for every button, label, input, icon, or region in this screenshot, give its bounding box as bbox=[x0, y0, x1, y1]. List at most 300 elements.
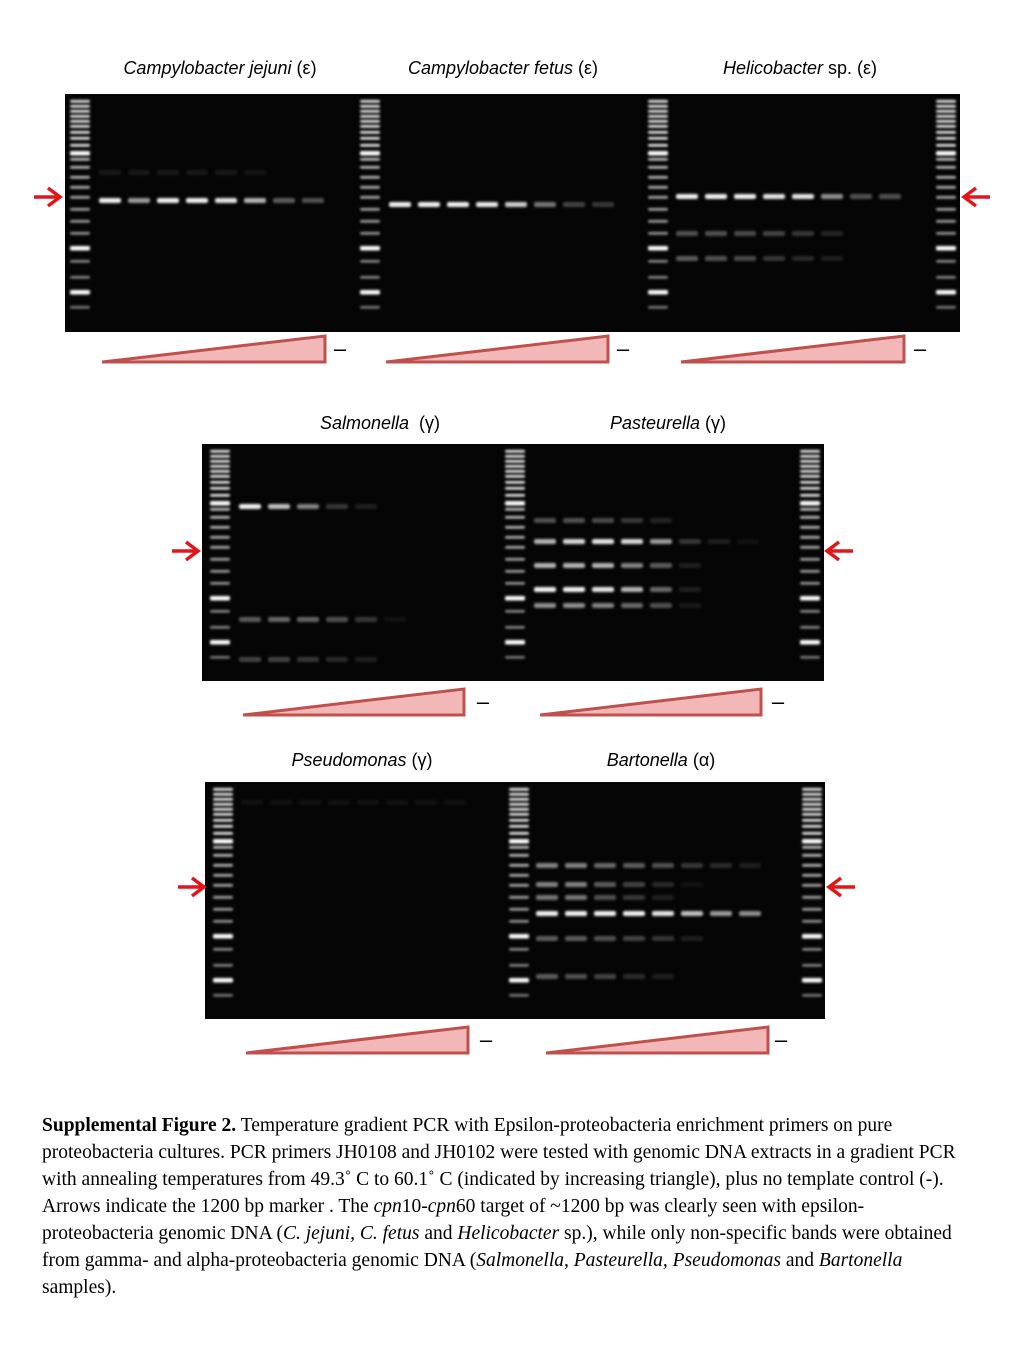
faint-band bbox=[565, 974, 587, 979]
ladder-band bbox=[505, 570, 525, 573]
ladder-band bbox=[505, 470, 525, 473]
ladder-band bbox=[936, 260, 956, 263]
sample-band bbox=[592, 202, 614, 207]
faint-band bbox=[594, 895, 616, 900]
faint-band bbox=[326, 617, 348, 622]
ladder-band bbox=[210, 570, 230, 573]
ladder-band bbox=[70, 120, 90, 123]
ladder-band bbox=[360, 176, 380, 179]
sample-band bbox=[389, 202, 411, 207]
ladder-band bbox=[210, 558, 230, 561]
ladder-band bbox=[360, 260, 380, 263]
no-template-control: – bbox=[616, 336, 630, 361]
ladder-band bbox=[70, 246, 90, 251]
faint-band bbox=[534, 603, 556, 608]
faint-band bbox=[734, 256, 756, 261]
ladder-band bbox=[802, 846, 822, 849]
ladder-band bbox=[648, 306, 668, 309]
faint-band bbox=[652, 936, 674, 941]
ladder-band bbox=[800, 455, 820, 458]
gel-top bbox=[65, 94, 960, 332]
faint-band bbox=[594, 863, 616, 868]
faint-band bbox=[239, 657, 261, 662]
faint-band bbox=[384, 617, 406, 622]
faint-band bbox=[536, 882, 558, 887]
ladder-band bbox=[360, 208, 380, 211]
ladder-band bbox=[648, 120, 668, 123]
ladder-band bbox=[210, 508, 230, 511]
faint-band bbox=[652, 974, 674, 979]
gel-middle bbox=[202, 444, 824, 681]
ladder-band bbox=[505, 536, 525, 539]
ladder-band bbox=[800, 460, 820, 463]
ladder-band bbox=[70, 137, 90, 140]
ladder-band bbox=[210, 626, 230, 629]
sample-band bbox=[302, 198, 324, 203]
ladder-band bbox=[509, 808, 529, 811]
ladder-band bbox=[648, 290, 668, 295]
ladder-band bbox=[648, 176, 668, 179]
ladder-band bbox=[648, 105, 668, 108]
ladder-band bbox=[802, 978, 822, 983]
gradient-triangle bbox=[546, 1027, 768, 1053]
ladder-band bbox=[213, 793, 233, 796]
ladder-band bbox=[802, 793, 822, 796]
ladder-band bbox=[213, 908, 233, 911]
ladder-band bbox=[648, 208, 668, 211]
ladder-band bbox=[936, 208, 956, 211]
sample-band bbox=[792, 194, 814, 199]
sample-band bbox=[534, 563, 556, 568]
ladder-band bbox=[509, 839, 529, 844]
ladder-band bbox=[648, 100, 668, 103]
faint-band bbox=[623, 863, 645, 868]
ladder-band bbox=[800, 526, 820, 529]
faint-band bbox=[710, 863, 732, 868]
ladder-band bbox=[210, 460, 230, 463]
no-template-control: – bbox=[774, 1027, 788, 1052]
ladder-band bbox=[70, 290, 90, 295]
no-template-control: – bbox=[479, 1027, 493, 1052]
faint-band bbox=[536, 974, 558, 979]
ladder-band bbox=[70, 158, 90, 161]
ladder-band bbox=[70, 166, 90, 169]
sample-band bbox=[536, 911, 558, 916]
gradient-triangle bbox=[681, 336, 904, 362]
ladder-band bbox=[360, 306, 380, 309]
ladder-band bbox=[509, 846, 529, 849]
sample-band bbox=[621, 563, 643, 568]
faint-band bbox=[565, 863, 587, 868]
sample-band bbox=[650, 587, 672, 592]
ladder-band bbox=[936, 105, 956, 108]
ladder-band bbox=[360, 144, 380, 147]
ladder-band bbox=[509, 896, 529, 899]
ladder-band bbox=[70, 131, 90, 134]
sample-band bbox=[239, 504, 261, 509]
faint-band bbox=[592, 518, 614, 523]
title-pasteurella: Pasteurella (γ) bbox=[609, 413, 727, 433]
ladder-band bbox=[802, 832, 822, 835]
faint-band bbox=[239, 617, 261, 622]
faint-band bbox=[415, 800, 437, 805]
faint-band bbox=[676, 231, 698, 236]
ladder-band bbox=[505, 501, 525, 506]
ladder-band bbox=[213, 803, 233, 806]
no-template-control: – bbox=[333, 336, 347, 361]
faint-band bbox=[739, 863, 761, 868]
ladder-band bbox=[70, 115, 90, 118]
ladder-band bbox=[505, 481, 525, 484]
sample-band bbox=[650, 563, 672, 568]
ladder-band bbox=[936, 125, 956, 128]
ladder-band bbox=[360, 196, 380, 199]
faint-band bbox=[679, 603, 701, 608]
sample-band bbox=[621, 539, 643, 544]
ladder-band bbox=[70, 232, 90, 235]
ladder-band bbox=[802, 948, 822, 951]
sample-band bbox=[128, 198, 150, 203]
ladder-band bbox=[936, 232, 956, 235]
ladder-band bbox=[800, 626, 820, 629]
faint-band bbox=[326, 657, 348, 662]
faint-band bbox=[536, 895, 558, 900]
faint-band bbox=[821, 256, 843, 261]
faint-band bbox=[563, 518, 585, 523]
sample-band bbox=[650, 539, 672, 544]
ladder-band bbox=[213, 964, 233, 967]
sample-band bbox=[215, 198, 237, 203]
ladder-band bbox=[213, 808, 233, 811]
ladder-band bbox=[509, 854, 529, 857]
ladder-band bbox=[802, 813, 822, 816]
faint-band bbox=[594, 936, 616, 941]
ladder-band bbox=[800, 516, 820, 519]
ladder-band bbox=[648, 158, 668, 161]
ladder-band bbox=[210, 516, 230, 519]
ladder-band bbox=[70, 208, 90, 211]
ladder-band bbox=[802, 908, 822, 911]
ladder-band bbox=[648, 166, 668, 169]
sample-band bbox=[563, 563, 585, 568]
ladder-band bbox=[509, 884, 529, 887]
faint-band bbox=[563, 603, 585, 608]
ladder-band bbox=[648, 125, 668, 128]
ladder-band bbox=[70, 151, 90, 156]
sample-band bbox=[739, 911, 761, 916]
ladder-band bbox=[936, 290, 956, 295]
faint-band bbox=[297, 657, 319, 662]
ladder-band bbox=[936, 137, 956, 140]
faint-band bbox=[297, 617, 319, 622]
ladder-band bbox=[802, 808, 822, 811]
ladder-band bbox=[800, 501, 820, 506]
ladder-band bbox=[70, 276, 90, 279]
ladder-band bbox=[802, 920, 822, 923]
gel-bottom bbox=[205, 782, 825, 1019]
faint-band bbox=[821, 231, 843, 236]
ladder-band bbox=[70, 144, 90, 147]
sample-band bbox=[565, 911, 587, 916]
figure-caption: Supplemental Figure 2. Temperature gradient PCR with Epsilon-proteobacteria enrichment primers on pure proteobacteria cultures. PCR primers JH0108 and JH0102 were tested with genomic DNA extracts in a gradient PCR with annealing temperatures from 49.3˚ C to 60.1˚ C (indicated by increasing triangle), plus no template control (-). Arrows indicate the 1200 bp marker . The cpn10-cpn60 target of ~1200 bp was clearly seen with epsilon-proteobacteria genomic DNA (C. jejuni, C. fetus and Helicobacter sp.), while only non-specific bands were obtained from gamma- and alpha-proteobacteria genomic DNA (Salmonella, Pasteurella, Pseudomonas and Bartonella samples). bbox=[42, 1115, 956, 1298]
ladder-band bbox=[509, 819, 529, 822]
ladder-band bbox=[509, 934, 529, 939]
faint-band bbox=[705, 231, 727, 236]
ladder-band bbox=[213, 934, 233, 939]
ladder-band bbox=[802, 864, 822, 867]
sample-band bbox=[99, 198, 121, 203]
ladder-band bbox=[509, 948, 529, 951]
faint-band bbox=[621, 603, 643, 608]
ladder-band bbox=[509, 964, 529, 967]
ladder-band bbox=[509, 793, 529, 796]
ladder-band bbox=[936, 100, 956, 103]
sample-band bbox=[708, 539, 730, 544]
ladder-band bbox=[800, 450, 820, 453]
ladder-band bbox=[800, 475, 820, 478]
faint-band bbox=[623, 882, 645, 887]
faint-band bbox=[734, 231, 756, 236]
ladder-band bbox=[505, 455, 525, 458]
faint-band bbox=[594, 974, 616, 979]
ladder-band bbox=[360, 166, 380, 169]
ladder-band bbox=[802, 854, 822, 857]
ladder-band bbox=[505, 460, 525, 463]
ladder-band bbox=[936, 176, 956, 179]
ladder-band bbox=[505, 582, 525, 585]
ladder-band bbox=[802, 934, 822, 939]
faint-band bbox=[792, 231, 814, 236]
gradient-triangle bbox=[102, 336, 325, 362]
ladder-band bbox=[802, 788, 822, 791]
title-c-jejuni: Campylobacter jejuni (ε) bbox=[123, 58, 317, 78]
sample-band bbox=[268, 504, 290, 509]
ladder-band bbox=[509, 788, 529, 791]
ladder-band bbox=[213, 854, 233, 857]
sample-band bbox=[621, 587, 643, 592]
sample-band bbox=[594, 911, 616, 916]
ladder-band bbox=[505, 640, 525, 645]
ladder-band bbox=[509, 864, 529, 867]
ladder-band bbox=[936, 196, 956, 199]
ladder-band bbox=[210, 536, 230, 539]
ladder-band bbox=[360, 115, 380, 118]
ladder-band bbox=[70, 100, 90, 103]
sample-band bbox=[679, 539, 701, 544]
sample-band bbox=[244, 198, 266, 203]
ladder-band bbox=[800, 610, 820, 613]
faint-band bbox=[652, 863, 674, 868]
faint-band bbox=[186, 170, 208, 175]
faint-band bbox=[652, 895, 674, 900]
ladder-band bbox=[505, 626, 525, 629]
faint-band bbox=[299, 800, 321, 805]
faint-band bbox=[355, 617, 377, 622]
ladder-band bbox=[70, 220, 90, 223]
gradient-triangle bbox=[386, 336, 608, 362]
ladder-band bbox=[210, 596, 230, 601]
faint-band bbox=[681, 936, 703, 941]
ladder-band bbox=[800, 508, 820, 511]
faint-band bbox=[565, 936, 587, 941]
ladder-band bbox=[648, 131, 668, 134]
ladder-band bbox=[70, 110, 90, 113]
ladder-band bbox=[505, 450, 525, 453]
ladder-band bbox=[648, 144, 668, 147]
caption-label: Supplemental Figure 2. bbox=[42, 1115, 237, 1136]
ladder-band bbox=[70, 196, 90, 199]
faint-band bbox=[792, 256, 814, 261]
faint-band bbox=[536, 863, 558, 868]
ladder-band bbox=[210, 481, 230, 484]
sample-band bbox=[737, 539, 759, 544]
faint-band bbox=[705, 256, 727, 261]
sample-band bbox=[623, 911, 645, 916]
faint-band bbox=[623, 936, 645, 941]
faint-band bbox=[357, 800, 379, 805]
ladder-band bbox=[936, 131, 956, 134]
ladder-band bbox=[802, 964, 822, 967]
ladder-band bbox=[800, 640, 820, 645]
faint-band bbox=[536, 936, 558, 941]
ladder-band bbox=[505, 516, 525, 519]
gradient-triangle bbox=[540, 689, 761, 715]
ladder-band bbox=[210, 656, 230, 659]
ladder-band bbox=[802, 839, 822, 844]
sample-band bbox=[563, 539, 585, 544]
ladder-band bbox=[802, 884, 822, 887]
ladder-band bbox=[800, 582, 820, 585]
ladder-band bbox=[360, 110, 380, 113]
ladder-band bbox=[213, 948, 233, 951]
sample-band bbox=[763, 194, 785, 199]
ladder-band bbox=[360, 120, 380, 123]
ladder-band bbox=[70, 176, 90, 179]
sample-band bbox=[676, 194, 698, 199]
ladder-band bbox=[648, 151, 668, 156]
ladder-band bbox=[213, 864, 233, 867]
ladder-band bbox=[210, 610, 230, 613]
ladder-band bbox=[802, 819, 822, 822]
sample-band bbox=[681, 911, 703, 916]
ladder-band bbox=[505, 558, 525, 561]
ladder-band bbox=[505, 610, 525, 613]
faint-band bbox=[650, 518, 672, 523]
ladder-band bbox=[800, 481, 820, 484]
faint-band bbox=[355, 657, 377, 662]
ladder-band bbox=[509, 994, 529, 997]
ladder-band bbox=[210, 465, 230, 468]
faint-band bbox=[244, 170, 266, 175]
sample-band bbox=[534, 202, 556, 207]
sample-band bbox=[592, 563, 614, 568]
ladder-band bbox=[800, 465, 820, 468]
ladder-band bbox=[213, 788, 233, 791]
faint-band bbox=[565, 882, 587, 887]
ladder-band bbox=[936, 246, 956, 251]
sample-band bbox=[850, 194, 872, 199]
faint-band bbox=[650, 603, 672, 608]
ladder-band bbox=[936, 115, 956, 118]
ladder-band bbox=[360, 105, 380, 108]
ladder-band bbox=[70, 260, 90, 263]
title-helicobacter: Helicobacter sp. (ε) bbox=[722, 58, 878, 78]
ladder-band bbox=[210, 526, 230, 529]
ladder-band bbox=[505, 596, 525, 601]
faint-band bbox=[676, 256, 698, 261]
ladder-band bbox=[505, 546, 525, 549]
ladder-band bbox=[802, 798, 822, 801]
ladder-band bbox=[213, 978, 233, 983]
ladder-band bbox=[505, 465, 525, 468]
sample-band bbox=[652, 911, 674, 916]
faint-band bbox=[763, 256, 785, 261]
ladder-band bbox=[936, 220, 956, 223]
ladder-band bbox=[648, 260, 668, 263]
ladder-band bbox=[800, 487, 820, 490]
ladder-band bbox=[800, 656, 820, 659]
sample-band bbox=[186, 198, 208, 203]
faint-band bbox=[444, 800, 466, 805]
no-template-control: – bbox=[771, 689, 785, 714]
ladder-band bbox=[505, 508, 525, 511]
sample-band bbox=[326, 504, 348, 509]
ladder-band bbox=[360, 137, 380, 140]
ladder-band bbox=[800, 546, 820, 549]
sample-band bbox=[705, 194, 727, 199]
faint-band bbox=[594, 882, 616, 887]
ladder-band bbox=[210, 487, 230, 490]
ladder-band bbox=[213, 839, 233, 844]
ladder-band bbox=[936, 120, 956, 123]
faint-band bbox=[621, 518, 643, 523]
sample-band bbox=[505, 202, 527, 207]
ladder-band bbox=[213, 920, 233, 923]
faint-band bbox=[268, 617, 290, 622]
faint-band bbox=[681, 863, 703, 868]
title-salmonella: Salmonella (γ) bbox=[319, 413, 441, 433]
ladder-band bbox=[505, 475, 525, 478]
ladder-band bbox=[800, 596, 820, 601]
no-template-control: – bbox=[913, 336, 927, 361]
sample-band bbox=[734, 194, 756, 199]
ladder-band bbox=[509, 978, 529, 983]
sample-band bbox=[534, 587, 556, 592]
ladder-band bbox=[213, 994, 233, 997]
ladder-band bbox=[213, 819, 233, 822]
faint-band bbox=[215, 170, 237, 175]
ladder-band bbox=[213, 846, 233, 849]
faint-band bbox=[270, 800, 292, 805]
ladder-band bbox=[213, 896, 233, 899]
ladder-band bbox=[648, 276, 668, 279]
ladder-band bbox=[360, 290, 380, 295]
gradient-triangle bbox=[243, 689, 464, 715]
faint-band bbox=[763, 231, 785, 236]
ladder-band bbox=[802, 825, 822, 828]
sample-band bbox=[679, 563, 701, 568]
ladder-band bbox=[800, 536, 820, 539]
faint-band bbox=[652, 882, 674, 887]
ladder-band bbox=[800, 570, 820, 573]
ladder-band bbox=[210, 501, 230, 506]
ladder-band bbox=[648, 115, 668, 118]
ladder-band bbox=[213, 813, 233, 816]
sample-band bbox=[534, 539, 556, 544]
ladder-band bbox=[648, 246, 668, 251]
ladder-band bbox=[210, 546, 230, 549]
ladder-band bbox=[936, 110, 956, 113]
